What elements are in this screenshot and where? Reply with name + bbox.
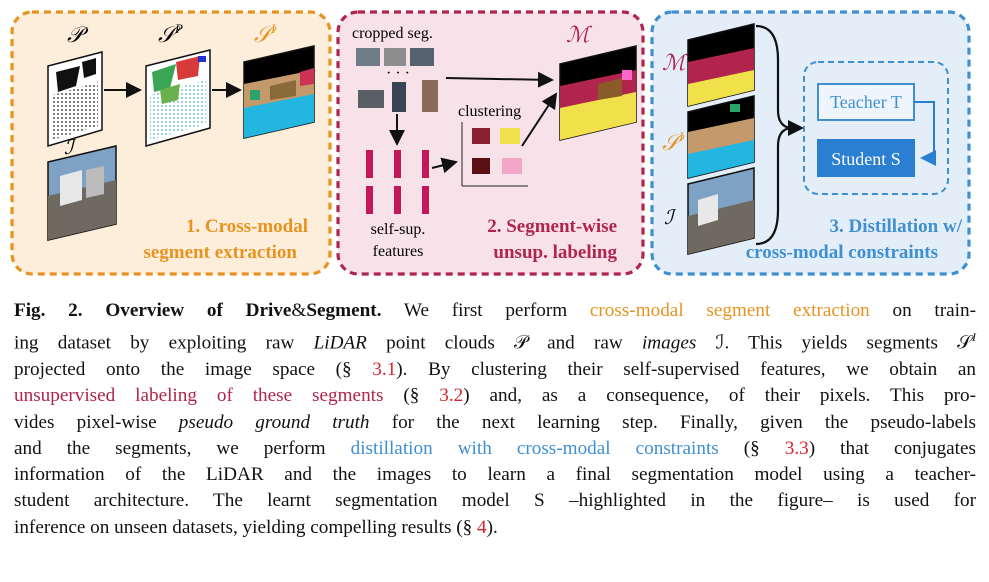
caption-line-1 bbox=[14, 298, 976, 324]
ref-sec-3-3[interactable]: 3.3 bbox=[784, 437, 809, 459]
caption-text-16: student architecture. The learnt segmentation model S –highlighted in the figure– is used for bbox=[14, 490, 976, 512]
caption-text-3: ing dataset by exploiting raw bbox=[14, 332, 314, 354]
figure-caption bbox=[14, 298, 976, 541]
label-M-panel2: ℳ bbox=[566, 22, 590, 47]
caption-text-15: information of the LiDAR and the images to learn a final segmentation model using a teacher- bbox=[14, 464, 976, 486]
fig-title-b: Segment. bbox=[306, 300, 382, 321]
caption-text-7: ). By clustering their self-supervised features, we obtain an bbox=[396, 358, 976, 380]
label-I: ℐ bbox=[64, 137, 74, 159]
caption-pseudo-gt: pseudo ground truth bbox=[178, 411, 370, 433]
fig-title-amp: & bbox=[291, 300, 307, 321]
caption-text-9: ) and, as a consequence, of their pixels. This pro- bbox=[463, 385, 977, 407]
clustering-label: clustering bbox=[458, 103, 522, 120]
camera-image bbox=[48, 146, 116, 240]
caption-line-4 bbox=[14, 383, 976, 409]
fig-label: Fig. 2. bbox=[14, 300, 83, 321]
label-SP: 𝒮$^P$ bbox=[158, 21, 183, 47]
caption-line-3 bbox=[14, 357, 976, 383]
label-SI: 𝒮$^I$ bbox=[254, 21, 276, 47]
caption-text-8: (§ bbox=[383, 385, 440, 407]
student-label: Student S bbox=[831, 149, 901, 169]
caption-line-2 bbox=[14, 324, 976, 357]
selfsup-label-line1: self-sup. bbox=[370, 221, 426, 238]
selfsup-label-line2: features bbox=[372, 243, 424, 260]
caption-line-5 bbox=[14, 410, 976, 436]
lidar-point-cloud-image bbox=[48, 52, 102, 146]
caption-text-6: projected onto the image space (§ bbox=[14, 358, 373, 380]
caption-sup-I: I bbox=[972, 330, 976, 345]
link-cross-modal-extraction[interactable]: cross-modal segment extraction bbox=[589, 300, 870, 321]
caption-text-11: for the next learning step. Finally, given the pseudo-labels bbox=[369, 411, 976, 433]
caption-line-7 bbox=[14, 462, 976, 488]
label-P: 𝒫 bbox=[67, 22, 83, 47]
image-segments-map bbox=[244, 46, 314, 138]
caption-text-12: and the segments, we perform bbox=[14, 437, 351, 459]
caption-text-10: vides pixel-wise bbox=[14, 411, 179, 433]
ref-sec-4[interactable]: 4 bbox=[477, 516, 487, 538]
ref-sec-3-1[interactable]: 3.1 bbox=[372, 358, 397, 380]
panel1-title-line2: segment extraction bbox=[143, 242, 297, 263]
link-unsupervised-labeling[interactable]: unsupervised labeling of these segments bbox=[14, 385, 384, 407]
panel3-camera-image bbox=[688, 168, 754, 254]
panel1-title-line1: 1. Cross-modal bbox=[185, 216, 308, 237]
caption-text-14: ) that conjugates bbox=[808, 437, 976, 459]
cropped-seg-label: cropped seg. bbox=[352, 25, 433, 42]
caption-text-4: point clouds 𝒫 and raw bbox=[366, 332, 642, 354]
panel3-title-line2: cross-modal constraints bbox=[745, 242, 938, 263]
label-SI-panel3: 𝒮$^I$ bbox=[662, 129, 684, 155]
ref-sec-3-2[interactable]: 3.2 bbox=[439, 385, 464, 407]
caption-line-8 bbox=[14, 488, 976, 514]
teacher-label: Teacher T bbox=[830, 92, 902, 112]
caption-lidar: LiDAR bbox=[313, 332, 367, 354]
label-M-panel3: ℳ bbox=[662, 50, 686, 75]
link-distillation[interactable]: distillation with cross-modal constraints bbox=[350, 437, 719, 459]
caption-text-18: ). bbox=[486, 516, 498, 538]
label-I-panel3: ℐ bbox=[664, 207, 674, 229]
caption-text-13: (§ bbox=[718, 437, 785, 459]
caption-images: images bbox=[641, 332, 697, 354]
caption-text-5: ℐ. This yields segments 𝒮 bbox=[696, 332, 972, 354]
caption-text-2: on train- bbox=[869, 300, 976, 321]
caption-text-17: inference on unseen datasets, yielding compelling results (§ bbox=[14, 516, 478, 538]
overview-figure bbox=[0, 0, 989, 290]
panel3-title-line1: 3. Distillation w/ bbox=[829, 216, 962, 237]
fig-title-a: Overview of Drive bbox=[105, 300, 292, 321]
panel2-title-line2: unsup. labeling bbox=[493, 242, 617, 263]
ellipsis: · · · bbox=[386, 65, 410, 82]
caption-line-6 bbox=[14, 436, 976, 462]
caption-line-9 bbox=[14, 515, 976, 541]
caption-text-1: We first perform bbox=[381, 300, 590, 321]
panel2-title-line1: 2. Segment-wise bbox=[487, 216, 617, 237]
